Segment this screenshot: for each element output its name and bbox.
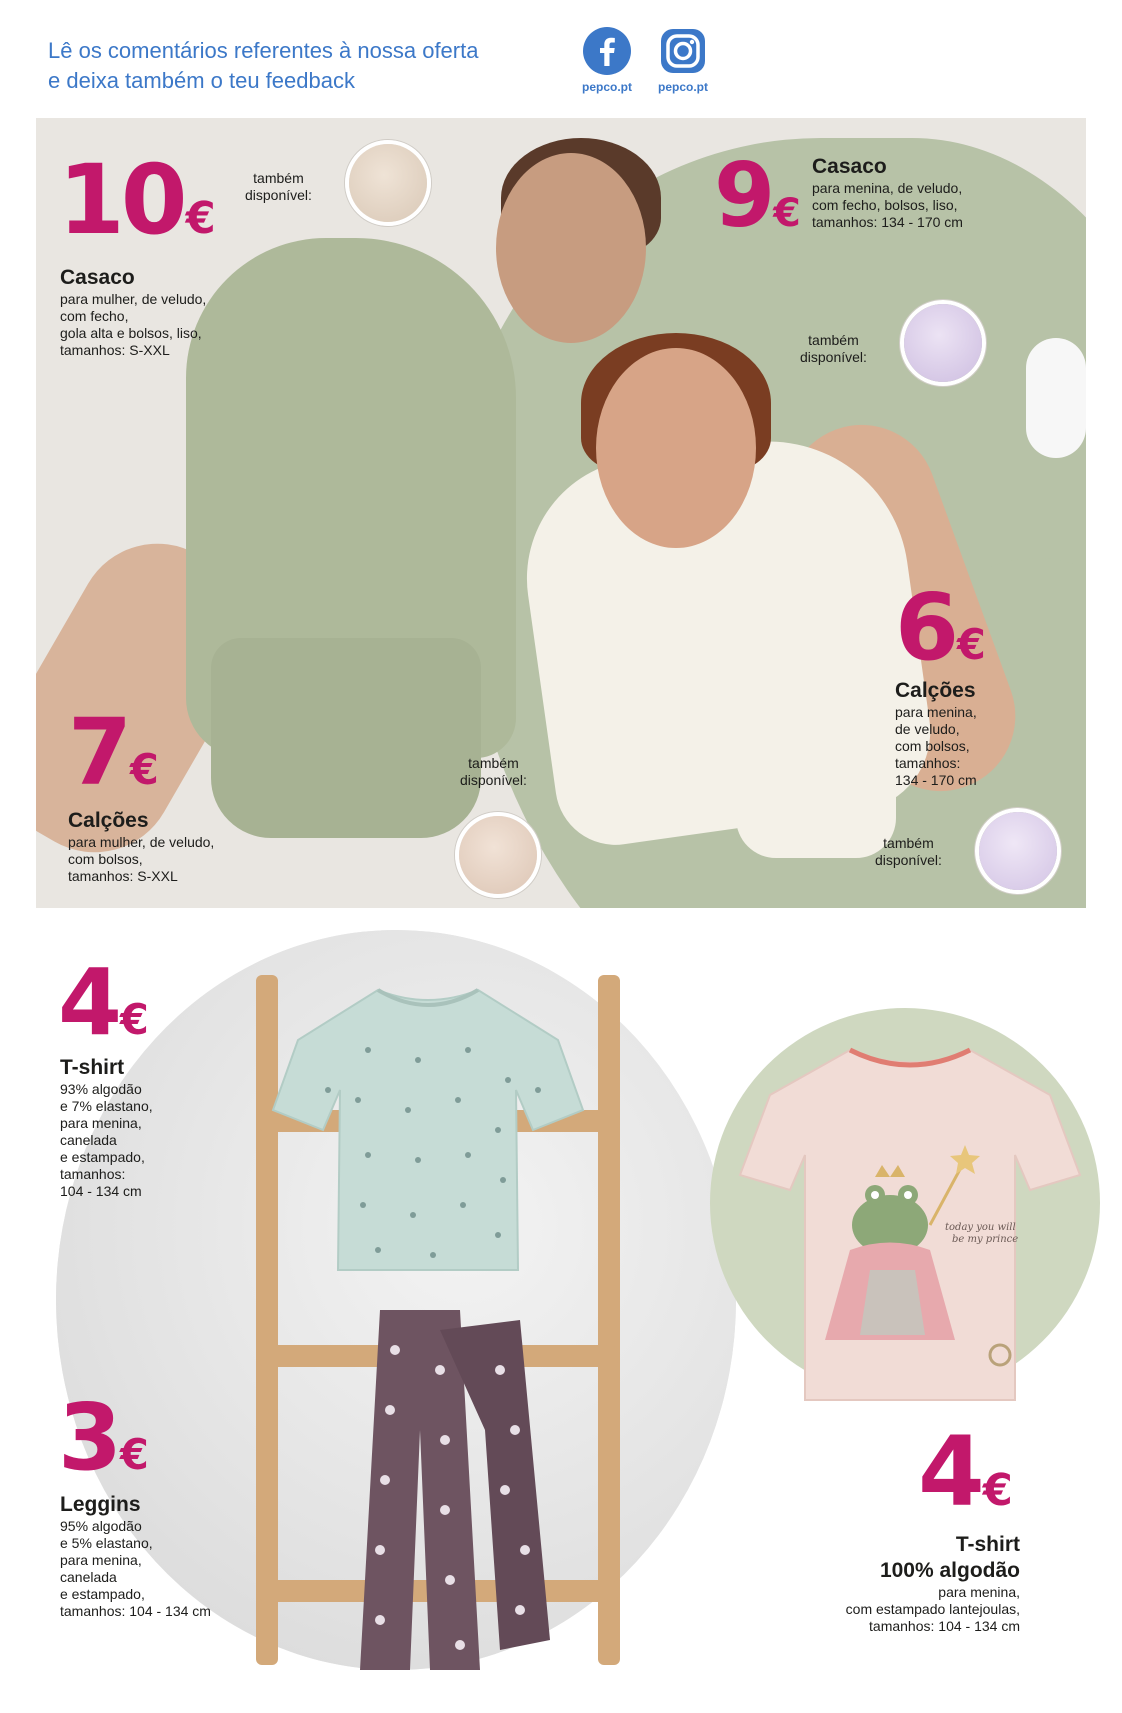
facebook-link[interactable]	[572, 26, 642, 94]
currency-symbol: €	[120, 996, 149, 1044]
price-leggings	[58, 1384, 149, 1503]
product-title: Calções	[895, 679, 976, 702]
product-desc-line: tamanhos:	[895, 755, 961, 771]
product-desc-line: canelada	[60, 1132, 117, 1148]
product-tshirt-sequin	[740, 1532, 1020, 1635]
ribbed-tshirt-image	[268, 980, 588, 1280]
product-desc-line: e estampado,	[60, 1149, 145, 1165]
price-value: 10	[58, 144, 184, 256]
also-available-label	[800, 332, 867, 366]
currency-symbol: €	[773, 190, 801, 236]
product-desc-line: para menina, de veludo,	[812, 180, 963, 196]
available-text: também	[253, 170, 304, 186]
product-desc-line: de veludo,	[895, 721, 960, 737]
product-desc-line: para mulher, de veludo,	[68, 834, 215, 850]
available-text: também	[468, 755, 519, 771]
currency-symbol: €	[957, 621, 986, 669]
product-jacket-woman	[60, 265, 206, 359]
price-tshirt-ribbed	[58, 949, 149, 1068]
product-desc-line: tamanhos: 134 - 170 cm	[812, 214, 963, 230]
product-desc-line: e 5% elastano,	[60, 1535, 153, 1551]
color-swatch-beige-shorts	[455, 812, 541, 898]
product-desc-line: 95% algodão	[60, 1518, 142, 1534]
also-available-label	[875, 835, 942, 869]
product-desc-line: para menina,	[60, 1115, 142, 1131]
product-desc-line: com fecho, bolsos, liso,	[812, 197, 958, 213]
feedback-line-2: e deixa também o teu feedback	[48, 68, 355, 93]
price-value: 4	[918, 1416, 981, 1528]
price-shorts-girl	[895, 574, 986, 693]
product-desc-line: com bolsos,	[68, 851, 143, 867]
price-value: 6	[895, 574, 956, 681]
product-desc-line: com fecho,	[60, 308, 129, 324]
also-available-label	[245, 170, 312, 204]
currency-symbol: €	[130, 746, 159, 794]
product-desc-line: para menina,	[895, 704, 977, 720]
product-desc-line: tamanhos:	[60, 1166, 126, 1182]
sequin-tshirt-image	[730, 1035, 1090, 1415]
product-jacket-girl	[812, 154, 963, 231]
product-title: T-shirt	[60, 1056, 125, 1079]
also-available-label	[460, 755, 527, 789]
available-text: disponível:	[800, 349, 867, 365]
woman-velvet-shorts-photo	[211, 638, 481, 838]
price-value: 3	[58, 1384, 119, 1491]
price-jacket-girl	[714, 144, 801, 259]
product-desc-line: com bolsos,	[895, 738, 970, 754]
instagram-label: pepco.pt	[658, 80, 708, 94]
available-text: também	[883, 835, 934, 851]
girl-velvet-shorts-photo	[736, 718, 896, 858]
product-desc-line: para menina,	[60, 1552, 142, 1568]
model-photo-part	[1026, 338, 1086, 458]
model-photo-part	[496, 153, 646, 343]
product-shorts-girl	[895, 678, 977, 789]
product-desc-line: e 7% elastano,	[60, 1098, 153, 1114]
instagram-icon	[658, 26, 708, 76]
product-subtitle: 100% algodão	[879, 1559, 1020, 1582]
color-swatch-beige-jacket	[345, 140, 431, 226]
tshirt-print-text: be my prince	[952, 1234, 1019, 1245]
product-desc-line: tamanhos: 104 - 134 cm	[869, 1618, 1020, 1634]
facebook-icon	[582, 26, 632, 76]
ladder-rail	[598, 975, 620, 1665]
product-desc-line: para mulher, de veludo,	[60, 291, 207, 307]
product-desc-line: canelada	[60, 1569, 117, 1585]
price-value: 9	[714, 144, 772, 247]
product-desc-line: gola alta e bolsos, liso,	[60, 325, 202, 341]
price-value: 4	[58, 949, 119, 1056]
product-title: Casaco	[812, 155, 887, 178]
product-desc-line: e estampado,	[60, 1586, 145, 1602]
price-tshirt-sequin	[918, 1416, 1013, 1541]
available-text: também	[808, 332, 859, 348]
product-desc-line: 104 - 134 cm	[60, 1183, 142, 1199]
leggings-image	[320, 1310, 580, 1670]
product-shorts-woman	[68, 808, 214, 885]
product-title: Calções	[68, 809, 149, 832]
product-tshirt-ribbed	[60, 1055, 153, 1200]
product-title: T-shirt	[955, 1533, 1020, 1556]
facebook-label: pepco.pt	[582, 80, 632, 94]
tshirt-print-text: today you will	[945, 1222, 1016, 1233]
product-desc-line: para menina,	[938, 1584, 1020, 1600]
product-desc-line: tamanhos: S-XXL	[68, 868, 178, 884]
currency-symbol: €	[185, 194, 216, 244]
available-text: disponível:	[245, 187, 312, 203]
product-desc-line: 93% algodão	[60, 1081, 142, 1097]
available-text: disponível:	[875, 852, 942, 868]
product-title: Casaco	[60, 266, 135, 289]
model-photo-part	[596, 348, 756, 548]
color-swatch-lilac-shorts	[975, 808, 1061, 894]
product-desc-line: com estampado lantejoulas,	[845, 1601, 1020, 1617]
currency-symbol: €	[982, 1466, 1013, 1516]
product-desc-line: tamanhos: S-XXL	[60, 342, 170, 358]
product-leggings	[60, 1492, 211, 1620]
product-desc-line: 134 - 170 cm	[895, 772, 977, 788]
price-value: 7	[68, 699, 129, 806]
product-desc-line: tamanhos: 104 - 134 cm	[60, 1603, 211, 1619]
price-shorts-woman	[68, 699, 159, 818]
price-jacket-woman	[58, 144, 216, 269]
currency-symbol: €	[120, 1431, 149, 1479]
instagram-link[interactable]	[648, 26, 718, 94]
available-text: disponível:	[460, 772, 527, 788]
product-title: Leggins	[60, 1493, 141, 1516]
color-swatch-lilac-jacket	[900, 300, 986, 386]
feedback-invitation	[48, 36, 608, 96]
feedback-line-1: Lê os comentários referentes à nossa oferta	[48, 38, 479, 63]
